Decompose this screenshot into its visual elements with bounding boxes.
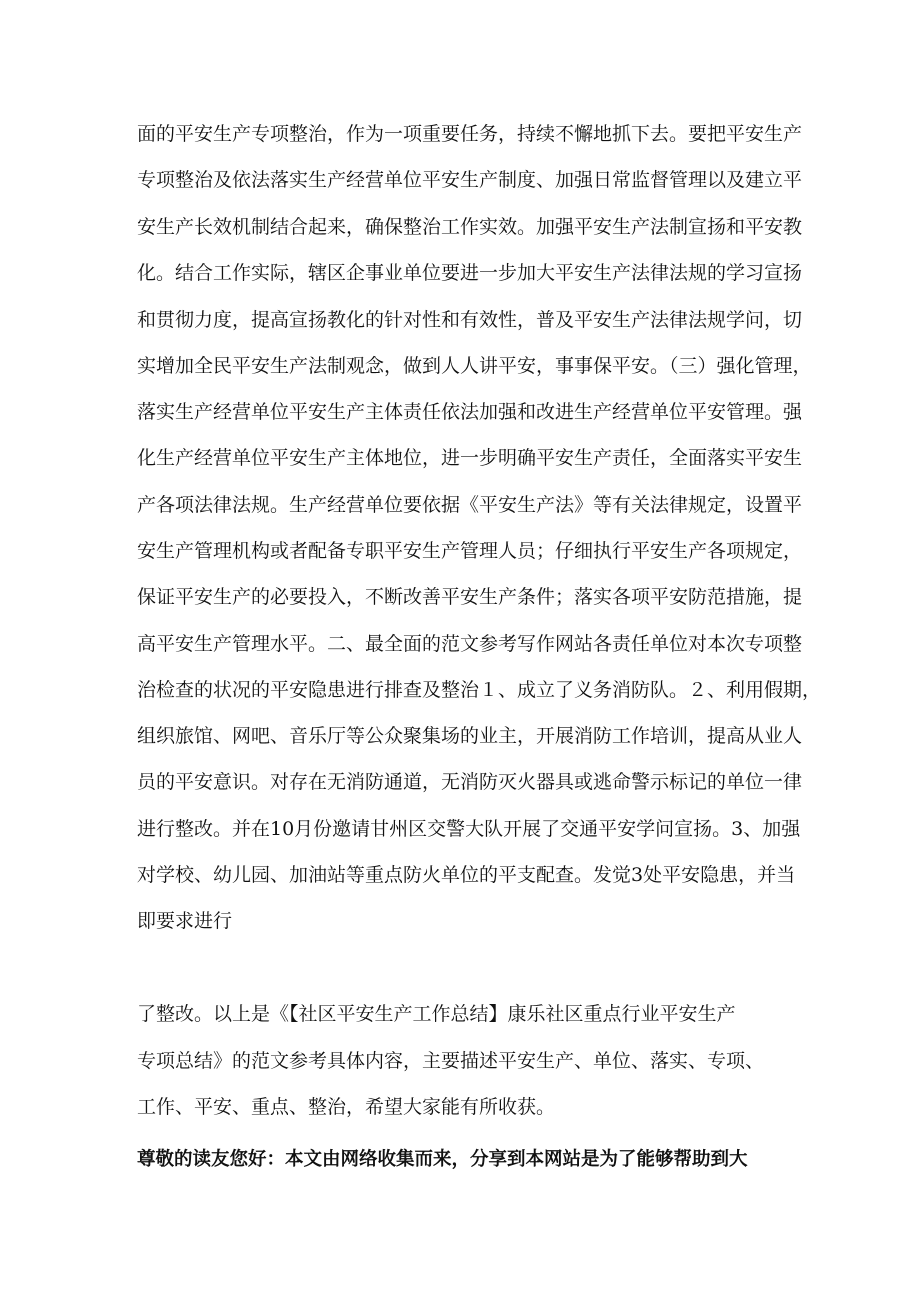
body-text-line: 化。结合工作实际，辖区企事业单位要进一步加大平安生产法律法规的学习宣扬 bbox=[137, 262, 803, 284]
body-text-line: 和贯彻力度，提高宣扬教化的针对性和有效性，普及平安生产法律法规学问，切 bbox=[137, 309, 803, 331]
summary-text-line: 工作、平安、重点、整治，希望大家能有所收获。 bbox=[137, 1096, 556, 1118]
summary-text-line: 专项总结》的范文参考具体内容，主要描述平安生产、单位、落实、专项、 bbox=[137, 1050, 765, 1072]
reader-notice: 尊敬的读友您好：本文由网络收集而来，分享到本网站是为了能够帮助到大 bbox=[137, 1149, 748, 1170]
summary-text-line: 了整改。以上是《【社区平安生产工作总结】康乐社区重点行业平安生产 bbox=[137, 1003, 736, 1025]
body-text-line: 专项整治及依法落实生产经营单位平安生产制度、加强日常监督管理以及建立平 bbox=[137, 169, 803, 191]
body-text-line: 保证平安生产的必要投入，不断改善平安生产条件；落实各项平安防范措施，提 bbox=[137, 586, 803, 608]
body-text-line: 即要求进行 bbox=[137, 910, 233, 932]
body-text-line: 面的平安生产专项整治，作为一项重要任务，持续不懈地抓下去。要把平安生产 bbox=[137, 123, 803, 145]
body-text-line: 员的平安意识。对存在无消防通道，无消防灭火器具或逃命警示标记的单位一律 bbox=[137, 771, 803, 793]
body-text-line: 进行整改。并在10月份邀请甘州区交警大队开展了交通平安学问宣扬。3、加强 bbox=[137, 818, 801, 840]
body-text-line: 实增加全民平安生产法制观念，做到人人讲平安，事事保平安。（三）强化管理， bbox=[137, 355, 812, 377]
body-text-line: 高平安生产管理水平。二、最全面的范文参考写作网站各责任单位对本次专项整 bbox=[137, 633, 803, 655]
body-text-line: 落实生产经营单位平安生产主体责任依法加强和改进生产经营单位平安管理。强 bbox=[137, 401, 803, 423]
body-text-line: 安生产长效机制结合起来，确保整治工作实效。加强平安生产法制宣扬和平安教 bbox=[137, 216, 803, 238]
body-text-line: 产各项法律法规。生产经营单位要依据《平安生产法》等有关法律规定，设置平 bbox=[137, 494, 803, 516]
body-text-line: 治检查的状况的平安隐患进行排查及整治１、成立了义务消防队。２、利用假期， bbox=[137, 679, 822, 701]
body-text-line: 化生产经营单位平安生产主体地位，进一步明确平安生产责任，全面落实平安生 bbox=[137, 447, 803, 469]
body-text-line: 安生产管理机构或者配备专职平安生产管理人员；仔细执行平安生产各项规定， bbox=[137, 540, 803, 562]
body-text-line: 组织旅馆、网吧、音乐厅等公众聚集场的业主，开展消防工作培训，提高从业人 bbox=[137, 725, 803, 747]
body-text-line: 对学校、幼儿园、加油站等重点防火单位的平支配查。发觉3处平安隐患，并当 bbox=[137, 864, 796, 886]
